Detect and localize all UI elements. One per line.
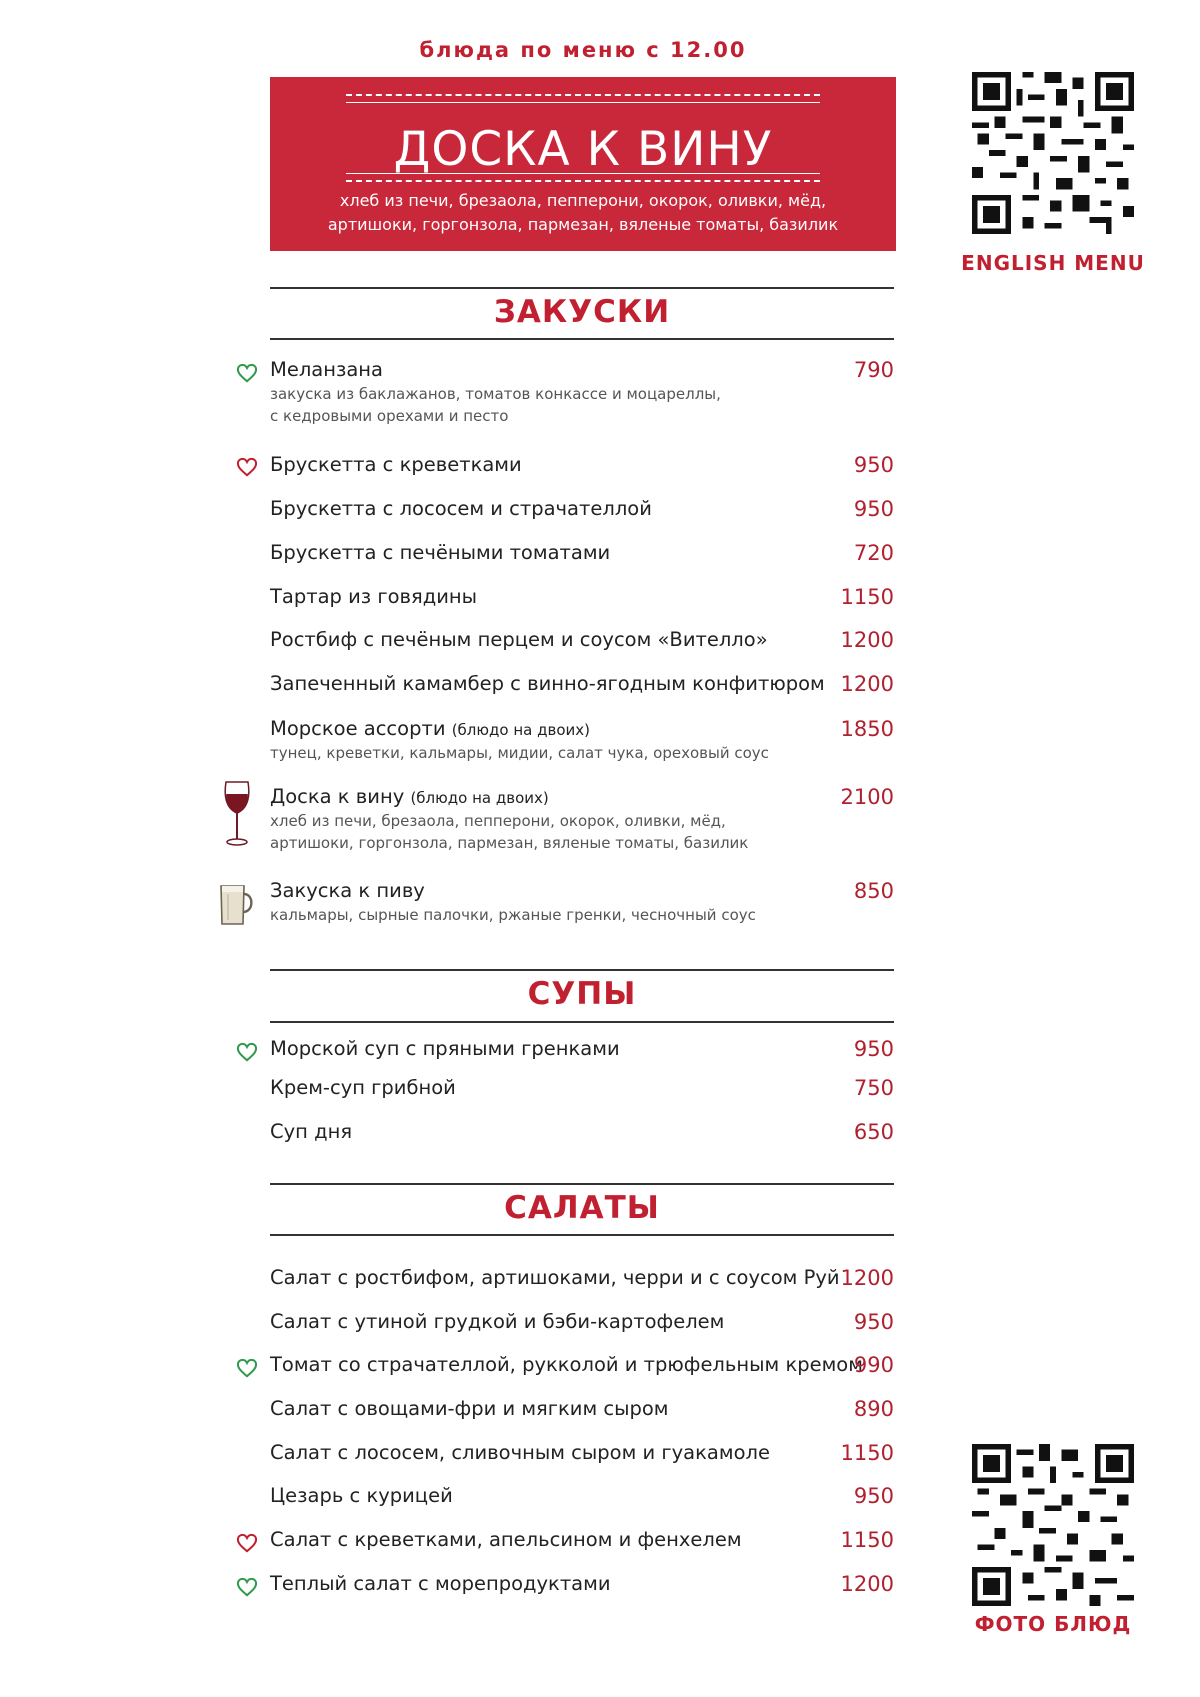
item-description [270, 810, 894, 854]
section-rule [270, 1234, 894, 1236]
item-price: 990 [853, 1353, 894, 1377]
menu-item [270, 453, 894, 476]
menu-item [270, 1037, 894, 1060]
item-name: Суп дня [270, 1120, 353, 1143]
menu-item [270, 358, 894, 427]
heart-green-icon [236, 1577, 258, 1597]
menu-item [270, 1266, 894, 1289]
item-name: Морской суп с пряными гренками [270, 1037, 620, 1060]
banner-divider [346, 173, 820, 174]
item-name: Салат с ростбифом, артишоками, черри и с соусом Руй [270, 1266, 840, 1289]
menu-item [270, 1528, 894, 1551]
item-price: 950 [853, 1310, 894, 1334]
item-price: 1150 [840, 585, 894, 609]
item-name: Томат со страчателлой, рукколой и трюфельным кремом [270, 1353, 863, 1376]
item-price: 950 [853, 497, 894, 521]
item-price: 1200 [840, 1572, 894, 1596]
item-name: Салат с утиной грудкой и бэби-картофелем [270, 1310, 725, 1333]
item-price: 1150 [840, 1441, 894, 1465]
menu-item [270, 1572, 894, 1595]
item-name-text: Доска к вину [270, 785, 405, 808]
banner-description-line: артишоки, горгонзола, пармезан, вяленые томаты, базилик [327, 215, 839, 234]
dish-photos-label[interactable]: ФОТО БЛЮД [974, 1612, 1132, 1636]
item-description-line: артишоки, горгонзола, пармезан, вяленые томаты, базилик [270, 834, 749, 852]
section-title-zakuski: ЗАКУСКИ [493, 294, 671, 330]
item-price: 950 [853, 453, 894, 477]
heart-red-icon [236, 1533, 258, 1553]
dish-photos-qr-code[interactable] [972, 1444, 1134, 1606]
section-title-salaty: САЛАТЫ [504, 1190, 660, 1226]
item-description-line: хлеб из печи, брезаола, пепперони, окорок, оливки, мёд, [270, 812, 726, 830]
section-rule [270, 287, 894, 289]
heart-green-icon [236, 1042, 258, 1062]
menu-item [270, 672, 894, 695]
menu-item [270, 585, 894, 608]
item-price: 1850 [840, 717, 894, 741]
menu-item [270, 1076, 894, 1099]
item-name: Салат с овощами-фри и мягким сыром [270, 1397, 669, 1420]
item-price: 650 [853, 1120, 894, 1144]
item-description-line: с кедровыми орехами и песто [270, 407, 509, 425]
heart-green-icon [236, 363, 258, 383]
item-name: Брускетта с печёными томатами [270, 541, 611, 564]
menu-item [270, 879, 894, 926]
item-price: 950 [853, 1037, 894, 1061]
heart-red-icon [236, 457, 258, 477]
banner-description [270, 189, 896, 237]
item-name: Брускетта с креветками [270, 453, 522, 476]
item-price: 890 [853, 1397, 894, 1421]
serving-hours-note: блюда по меню с 12.00 [419, 38, 747, 62]
item-name: Ростбиф с печёным перцем и соусом «Вителло» [270, 628, 768, 651]
item-description-line: закуска из баклажанов, томатов конкассе и моцареллы, [270, 385, 721, 403]
item-name-text: Морское ассорти [270, 717, 446, 740]
item-price: 1200 [840, 1266, 894, 1290]
item-price: 950 [853, 1484, 894, 1508]
item-price: 720 [853, 541, 894, 565]
banner-divider [346, 94, 820, 96]
item-price: 2100 [840, 785, 894, 809]
item-name: Крем-суп грибной [270, 1076, 456, 1099]
item-description [270, 383, 894, 427]
item-name: Теплый салат с морепродуктами [270, 1572, 611, 1595]
wine-board-banner [270, 77, 896, 251]
menu-item [270, 1310, 894, 1333]
section-title-supy: СУПЫ [527, 976, 637, 1012]
menu-item [270, 1397, 894, 1420]
item-description [270, 742, 894, 764]
menu-item [270, 1484, 894, 1507]
banner-divider [346, 180, 820, 182]
menu-item [270, 497, 894, 520]
item-description-line: кальмары, сырные палочки, ржаные гренки, чесночный соус [270, 906, 756, 924]
banner-title: ДОСКА К ВИНУ [393, 122, 773, 177]
item-name: Меланзана [270, 358, 384, 381]
item-price: 1150 [840, 1528, 894, 1552]
section-rule [270, 1183, 894, 1185]
section-rule [270, 338, 894, 340]
menu-item [270, 1441, 894, 1464]
menu-item [270, 1120, 894, 1143]
item-price: 790 [853, 358, 894, 382]
menu-item [270, 1353, 894, 1376]
item-name: Запеченный камамбер с винно-ягодным конфитюром [270, 672, 825, 695]
section-rule [270, 969, 894, 971]
item-price: 1200 [840, 628, 894, 652]
menu-item [270, 785, 894, 854]
item-price: 850 [853, 879, 894, 903]
banner-description-line: хлеб из печи, брезаола, пепперони, окорок, оливки, мёд, [339, 191, 827, 210]
wine-glass-icon [222, 780, 252, 850]
section-rule [270, 1021, 894, 1023]
item-name: Брускетта с лососем и страчателлой [270, 497, 652, 520]
heart-green-icon [236, 1358, 258, 1378]
item-name [270, 785, 894, 808]
item-name: Тартар из говядины [270, 585, 478, 608]
english-menu-qr-code[interactable] [972, 72, 1134, 234]
item-description [270, 904, 894, 926]
item-name: Цезарь с курицей [270, 1484, 453, 1507]
item-name [270, 717, 894, 740]
item-note: (блюдо на двоих) [410, 789, 549, 807]
beer-mug-icon [216, 878, 258, 928]
item-price: 750 [853, 1076, 894, 1100]
item-description-line: тунец, креветки, кальмары, мидии, салат чука, ореховый соус [270, 744, 769, 762]
menu-item [270, 541, 894, 564]
item-name: Салат с лососем, сливочным сыром и гуакамоле [270, 1441, 770, 1464]
item-price: 1200 [840, 672, 894, 696]
banner-divider [346, 102, 820, 103]
english-menu-label[interactable]: ENGLISH MENU [961, 251, 1145, 275]
item-name: Салат с креветками, апельсином и фенхелем [270, 1528, 742, 1551]
item-note: (блюдо на двоих) [451, 721, 590, 739]
item-name: Закуска к пиву [270, 879, 425, 902]
menu-item [270, 628, 894, 651]
menu-item [270, 717, 894, 764]
